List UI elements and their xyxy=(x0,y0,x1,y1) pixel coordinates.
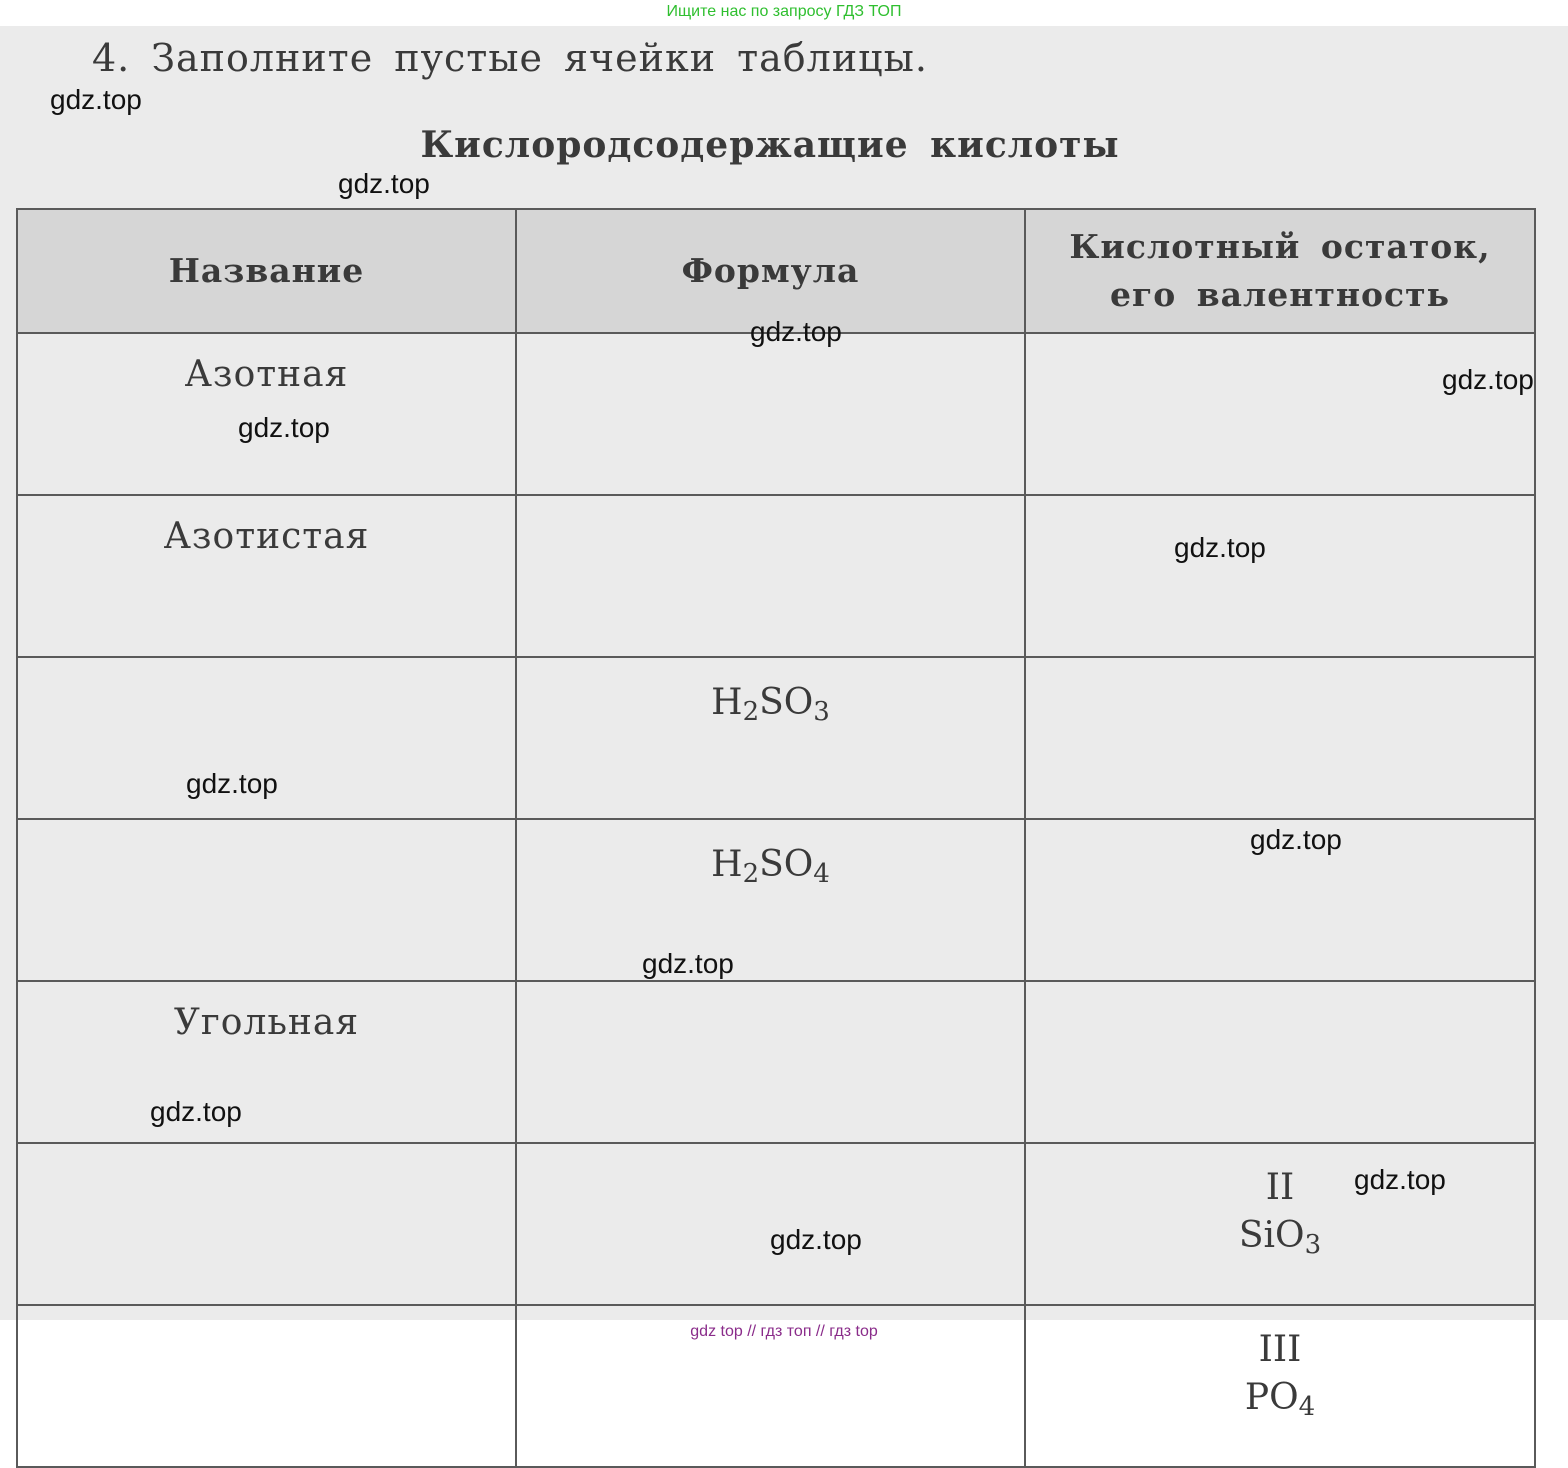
cell-name[interactable] xyxy=(17,819,516,981)
cell-residue[interactable] xyxy=(1025,333,1535,495)
cell-name[interactable]: Угольная xyxy=(17,981,516,1143)
formula-base: H xyxy=(711,682,743,723)
residue-valence: II xyxy=(1265,1167,1295,1208)
watermark: gdz.top xyxy=(1442,364,1534,395)
watermark: gdz.top xyxy=(1174,532,1266,563)
cell-residue[interactable] xyxy=(1025,657,1535,819)
formula-sub1: 2 xyxy=(742,697,760,727)
table-title: Кислородсодержащие кислоты xyxy=(420,124,1120,166)
task-heading: 4. Заполните пустые ячейки таблицы. xyxy=(92,36,928,80)
residue-base: PO xyxy=(1244,1377,1299,1418)
residue-sub: 3 xyxy=(1304,1230,1322,1260)
table-header-row xyxy=(17,209,1535,333)
table-row xyxy=(17,981,1535,1143)
residue-valence: III xyxy=(1258,1329,1302,1370)
formula-sub2: 3 xyxy=(813,697,830,727)
watermark: gdz.top xyxy=(750,316,842,347)
cell-residue[interactable] xyxy=(1025,1143,1535,1305)
cell-formula[interactable] xyxy=(516,819,1025,981)
header-residue xyxy=(1025,209,1535,333)
cell-formula[interactable] xyxy=(516,981,1025,1143)
table-row xyxy=(17,495,1535,657)
watermark: gdz.top xyxy=(238,412,330,443)
watermark: gdz.top xyxy=(642,948,734,979)
top-banner: Ищите нас по запросу ГДЗ ТОП xyxy=(666,3,902,20)
header-name: Название xyxy=(17,209,516,333)
residue-sub: 4 xyxy=(1298,1392,1316,1422)
cell-residue[interactable] xyxy=(1025,981,1535,1143)
watermark: gdz.top xyxy=(770,1224,862,1255)
cell-name[interactable] xyxy=(17,1143,516,1305)
cell-formula[interactable] xyxy=(516,495,1025,657)
watermark: gdz.top xyxy=(338,168,430,199)
header-formula: Формула xyxy=(516,209,1025,333)
formula-mid: SO xyxy=(759,682,814,723)
residue-base: SiO xyxy=(1238,1215,1305,1256)
watermark: gdz.top xyxy=(186,768,278,799)
formula-sub2: 4 xyxy=(813,859,830,889)
cell-formula[interactable] xyxy=(516,333,1025,495)
cell-name[interactable]: Азотистая xyxy=(17,495,516,657)
formula-mid: SO xyxy=(759,844,814,885)
cell-name[interactable]: Азотная xyxy=(17,333,516,495)
watermark: gdz.top xyxy=(1250,824,1342,855)
residue-formula xyxy=(1026,1212,1534,1269)
watermark: gdz.top xyxy=(1354,1164,1446,1195)
formula-sub1: 2 xyxy=(742,859,760,889)
cell-residue[interactable] xyxy=(1025,495,1535,657)
cell-formula[interactable] xyxy=(516,657,1025,819)
watermark: gdz.top xyxy=(50,84,142,115)
bottom-banner: gdz top // гдз топ // гдз top xyxy=(690,1323,878,1340)
formula-base: H xyxy=(711,844,743,885)
header-residue-line2: его валентность xyxy=(1110,275,1450,314)
residue-formula xyxy=(1026,1374,1534,1431)
watermark: gdz.top xyxy=(150,1096,242,1127)
header-residue-line1: Кислотный остаток, xyxy=(1069,227,1491,266)
